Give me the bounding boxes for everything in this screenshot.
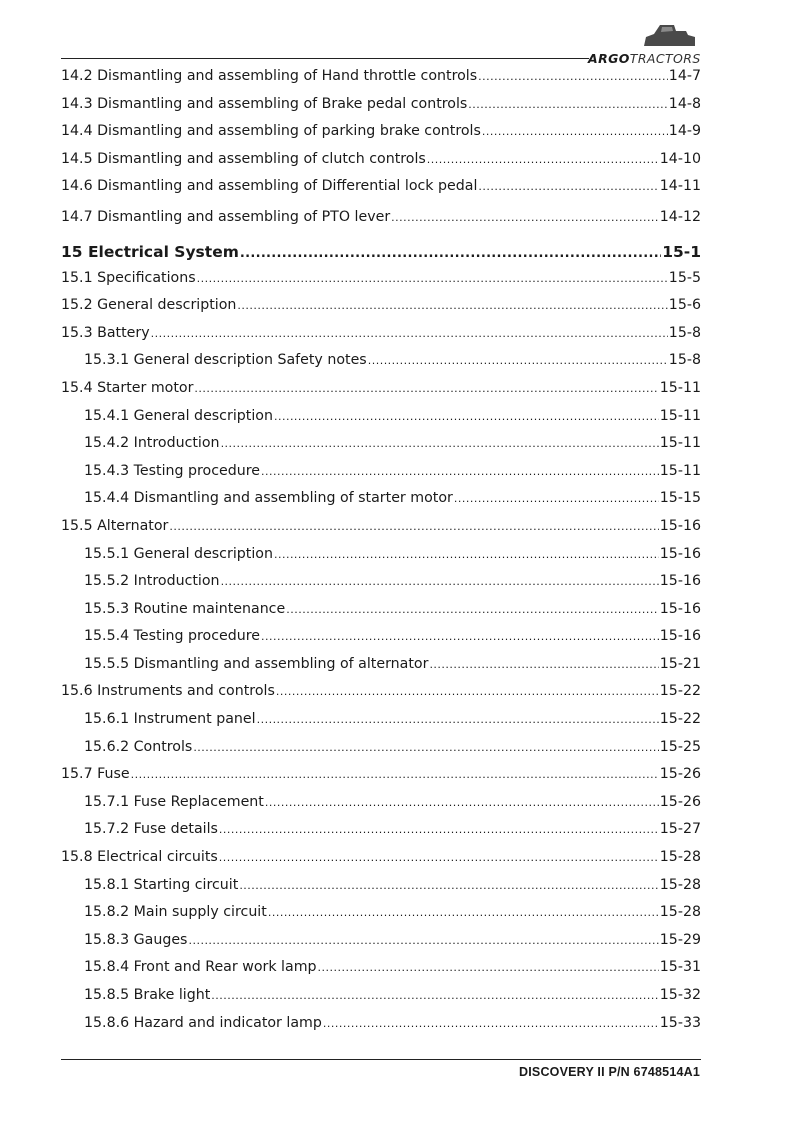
toc-entry[interactable] [61, 623, 701, 651]
toc-leader-dots [468, 91, 668, 119]
toc-leader-dots [261, 458, 659, 486]
toc-entry[interactable] [61, 651, 701, 679]
toc-entry[interactable] [61, 513, 701, 541]
logo-brand: ARGO [588, 51, 630, 66]
toc-entry[interactable] [61, 789, 701, 817]
toc-leader-dots [478, 173, 658, 201]
toc-entry-page: 15-27 [659, 821, 701, 838]
toc-entry-page: 15-11 [659, 407, 701, 424]
toc-entry[interactable] [61, 927, 701, 955]
toc-entry-page: 15-8 [668, 352, 701, 369]
toc-entry-title: 15.8.3 Gauges [84, 931, 188, 948]
toc-leader-dots [151, 320, 668, 348]
toc-entry-page: 15-21 [659, 655, 701, 672]
toc-entry-title: 15.4.2 Introduction [84, 435, 220, 452]
toc-entry[interactable] [61, 320, 701, 348]
toc-leader-dots [274, 403, 659, 431]
toc-leader-dots [268, 899, 659, 927]
toc-leader-dots [274, 541, 659, 569]
toc-leader-dots [429, 651, 658, 679]
toc-entry-title: 15.5.1 General description [84, 545, 273, 562]
toc-leader-dots [211, 982, 658, 1010]
toc-entry-title: 15.8 Electrical circuits [61, 849, 218, 866]
toc-leader-dots [193, 734, 658, 762]
toc-entry-title: 14.2 Dismantling and assembling of Hand throttle controls [61, 68, 478, 84]
toc-leader-dots [478, 63, 668, 91]
toc-leader-dots [194, 375, 658, 403]
toc-entry-title: 15.4.3 Testing procedure [84, 462, 261, 479]
toc-entry-page: 15-16 [659, 517, 701, 534]
toc-entry[interactable] [61, 375, 701, 403]
toc-entry-title: 15.7.1 Fuse Replacement [84, 793, 264, 810]
toc-entry-title: 15.5 Alternator [61, 517, 169, 534]
toc-entry-title: 15.8.6 Hazard and indicator lamp [84, 1014, 322, 1031]
toc-entry-page: 14-10 [659, 150, 701, 167]
toc-entry-title: 14.5 Dismantling and assembling of clutch controls [61, 150, 426, 167]
toc-leader-dots [239, 872, 658, 900]
toc-entry[interactable] [61, 173, 701, 201]
toc-entry-title: 15.4.1 General description [84, 407, 273, 424]
toc-leader-dots [257, 706, 659, 734]
toc-entry-title: 15.5.2 Introduction [84, 573, 220, 590]
toc-leader-dots [318, 954, 659, 982]
toc-entry[interactable] [61, 872, 701, 900]
toc-entry-page: 15-28 [659, 904, 701, 921]
header-rule [61, 58, 589, 59]
toc-entry-page: 15-16 [659, 545, 701, 562]
toc-entry[interactable] [61, 678, 701, 706]
toc-entry-title: 15 Electrical System [61, 242, 239, 261]
toc-entry-page: 15-1 [662, 242, 701, 261]
toc-entry-page: 15-6 [668, 297, 701, 314]
toc-entry-page: 15-26 [659, 793, 701, 810]
toc-entry[interactable] [61, 458, 701, 486]
toc-chapter-entry[interactable] [61, 232, 701, 265]
toc-entry-page: 15-29 [659, 931, 701, 948]
toc-entry-page: 15-25 [659, 738, 701, 755]
toc-entry-page: 15-22 [659, 683, 701, 700]
toc-entry-title: 15.3 Battery [61, 324, 150, 341]
toc-entry-page: 14-8 [668, 95, 701, 112]
toc-leader-dots [221, 430, 659, 458]
toc-leader-dots [221, 568, 659, 596]
toc-entry-title: 14.4 Dismantling and assembling of parking brake controls [61, 123, 481, 140]
toc-entry[interactable] [61, 816, 701, 844]
footer-part-number: DISCOVERY II P/N 6748514A1 [519, 1065, 700, 1079]
toc-entry-title: 14.3 Dismantling and assembling of Brake pedal controls [61, 95, 468, 112]
toc-leader-dots [482, 118, 668, 146]
toc-entry-page: 15-28 [659, 849, 701, 866]
tractor-icon [640, 22, 698, 48]
toc-entry[interactable] [61, 734, 701, 762]
toc-entry-page: 14-11 [659, 178, 701, 195]
toc-entry[interactable] [61, 63, 701, 91]
toc-entry[interactable] [61, 568, 701, 596]
toc-entry[interactable] [61, 844, 701, 872]
toc-entry-page: 15-11 [659, 462, 701, 479]
toc-entry[interactable] [61, 541, 701, 569]
table-of-contents [61, 63, 701, 1037]
toc-entry-title: 15.7.2 Fuse details [84, 821, 218, 838]
toc-entry-page: 15-16 [659, 628, 701, 645]
toc-entry-title: 15.7 Fuse [61, 766, 130, 783]
toc-entry-title: 14.7 Dismantling and assembling of PTO lever [61, 208, 391, 225]
toc-leader-dots [323, 1010, 659, 1038]
toc-entry[interactable] [61, 706, 701, 734]
toc-entry-page: 15-16 [659, 573, 701, 590]
toc-entry-title: 15.4 Starter motor [61, 379, 194, 396]
toc-entry-title: 15.6.2 Controls [84, 738, 193, 755]
toc-entry-title: 15.5.3 Routine maintenance [84, 600, 286, 617]
toc-entry[interactable] [61, 292, 701, 320]
toc-leader-dots [219, 844, 659, 872]
toc-leader-dots [276, 678, 659, 706]
toc-entry[interactable] [61, 91, 701, 119]
toc-entry[interactable] [61, 485, 701, 513]
toc-entry-title: 14.6 Dismantling and assembling of Differential lock pedal [61, 178, 478, 195]
toc-entry-page: 15-22 [659, 711, 701, 728]
toc-leader-dots [197, 265, 668, 293]
toc-leader-dots [427, 146, 659, 174]
toc-entry-title: 15.8.2 Main supply circuit [84, 904, 267, 921]
toc-leader-dots [131, 761, 659, 789]
toc-entry-title: 15.2 General description [61, 297, 237, 314]
toc-entry-page: 14-12 [659, 208, 701, 225]
toc-entry-title: 15.1 Specifications [61, 269, 196, 286]
toc-entry-page: 15-28 [659, 876, 701, 893]
toc-entry-title: 15.8.1 Starting circuit [84, 876, 239, 893]
toc-entry[interactable] [61, 430, 701, 458]
toc-entry-title: 15.6.1 Instrument panel [84, 711, 256, 728]
toc-entry[interactable] [61, 761, 701, 789]
toc-entry[interactable] [61, 954, 701, 982]
toc-entry-page: 15-11 [659, 379, 701, 396]
toc-entry-page: 15-15 [659, 490, 701, 507]
toc-leader-dots [188, 927, 658, 955]
toc-entry-title: 15.6 Instruments and controls [61, 683, 275, 700]
toc-leader-dots [169, 513, 658, 541]
toc-entry-title: 15.3.1 General description Safety notes [84, 352, 367, 369]
toc-entry[interactable] [61, 1010, 701, 1038]
toc-leader-dots [261, 623, 659, 651]
toc-entry-page: 15-31 [659, 959, 701, 976]
toc-entry[interactable] [61, 347, 701, 375]
toc-leader-dots [219, 816, 659, 844]
toc-leader-dots [368, 347, 668, 375]
toc-entry-page: 14-9 [668, 123, 701, 140]
toc-entry-title: 15.5.4 Testing procedure [84, 628, 261, 645]
toc-entry-title: 15.8.4 Front and Rear work lamp [84, 959, 317, 976]
logo-suffix: TRACTORS [629, 51, 701, 66]
toc-leader-dots [454, 485, 659, 513]
toc-entry[interactable] [61, 982, 701, 1010]
toc-entry-page: 14-7 [668, 68, 701, 84]
toc-entry[interactable] [61, 204, 701, 232]
toc-entry[interactable] [61, 146, 701, 174]
toc-entry[interactable] [61, 265, 701, 293]
toc-leader-dots [237, 292, 667, 320]
toc-entry-page: 15-8 [668, 324, 701, 341]
footer-rule [61, 1059, 701, 1060]
toc-leader-dots [286, 596, 659, 624]
argo-tractors-logo [588, 22, 703, 66]
toc-entry-page: 15-5 [668, 269, 701, 286]
toc-entry[interactable] [61, 899, 701, 927]
toc-entry-page: 15-33 [659, 1014, 701, 1031]
toc-entry-page: 15-16 [659, 600, 701, 617]
toc-entry-page: 15-11 [659, 435, 701, 452]
toc-entry-page: 15-32 [659, 987, 701, 1003]
toc-leader-dots [391, 204, 659, 232]
toc-leader-dots [265, 789, 659, 817]
toc-entry[interactable] [61, 403, 701, 431]
toc-entry[interactable] [61, 596, 701, 624]
toc-entry[interactable] [61, 118, 701, 146]
toc-entry-title: 15.5.5 Dismantling and assembling of alternator [84, 655, 429, 672]
toc-entry-title: 15.8.5 Brake light [84, 987, 211, 1003]
toc-entry-page: 15-26 [659, 766, 701, 783]
toc-entry-title: 15.4.4 Dismantling and assembling of starter motor [84, 490, 453, 507]
